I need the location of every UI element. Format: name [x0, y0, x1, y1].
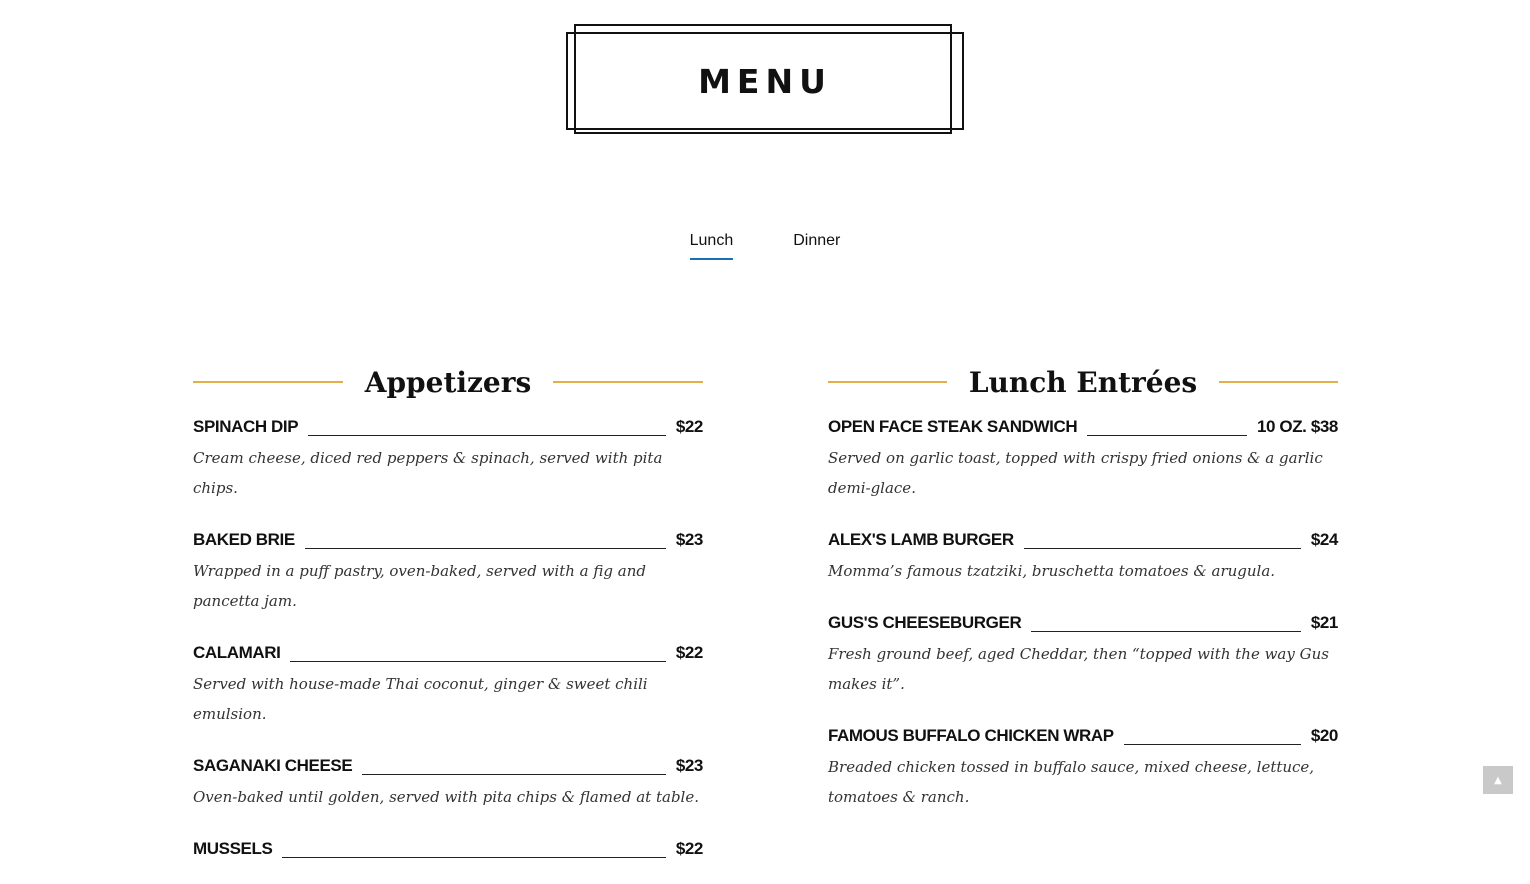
leader-line	[305, 547, 666, 549]
leader-line	[1124, 743, 1301, 745]
item-row	[828, 527, 1338, 551]
menu-item-open-face-steak-sandwich	[828, 414, 1338, 503]
item-description: Cream cheese, diced red peppers & spinach, served with pita chips.	[193, 449, 663, 497]
item-price: $22	[675, 839, 703, 858]
leader-line	[290, 660, 665, 662]
leader-line	[1024, 547, 1301, 549]
item-description: Oven-baked until golden, served with pita chips & flamed at table.	[193, 788, 699, 806]
menu-item-saganaki-cheese	[193, 753, 703, 812]
menu-item-alexs-lamb-burger	[828, 527, 1338, 586]
item-row	[193, 527, 703, 551]
item-row	[193, 640, 703, 664]
menu-item-mussels	[193, 836, 703, 860]
item-name: MUSSELS	[193, 839, 273, 858]
scroll-to-top-button[interactable]	[1483, 766, 1513, 794]
heading-rule-left	[193, 381, 343, 383]
item-description: Fresh ground beef, aged Cheddar, then “topped with the way Gus makes it”.	[828, 645, 1329, 693]
item-name: SAGANAKI CHEESE	[193, 756, 353, 775]
item-price: $24	[1310, 530, 1338, 549]
item-name: BAKED BRIE	[193, 530, 295, 549]
item-name: OPEN FACE STEAK SANDWICH	[828, 417, 1078, 436]
item-price: 10 OZ. $38	[1256, 417, 1338, 436]
menu-item-baked-brie	[193, 527, 703, 616]
appetizers-section	[193, 362, 703, 884]
tab-dinner[interactable]: Dinner	[793, 232, 841, 249]
heading-rule-right	[1219, 381, 1338, 383]
leader-line	[282, 856, 665, 858]
item-name: SPINACH DIP	[193, 417, 299, 436]
chevron-up-icon: ▲	[1494, 774, 1502, 786]
item-description: Served with house-made Thai coconut, ginger & sweet chili emulsion.	[193, 675, 648, 723]
menu-tabs	[0, 232, 1530, 260]
item-description: Breaded chicken tossed in buffalo sauce, mixed cheese, lettuce, tomatoes & ranch.	[828, 758, 1315, 806]
menu-item-guss-cheeseburger	[828, 610, 1338, 699]
heading-rule-left	[828, 381, 947, 383]
item-description: Wrapped in a puff pastry, oven-baked, served with a fig and pancetta jam.	[193, 562, 646, 610]
item-name: GUS'S CHEESEBURGER	[828, 613, 1022, 632]
item-name: CALAMARI	[193, 643, 281, 662]
appetizers-heading	[193, 362, 703, 402]
item-name: FAMOUS BUFFALO CHICKEN WRAP	[828, 726, 1114, 745]
item-description: Momma’s famous tzatziki, bruschetta tomatoes & arugula.	[828, 562, 1276, 580]
section-title: Appetizers	[364, 365, 532, 399]
item-row	[828, 723, 1338, 747]
leader-line	[362, 773, 666, 775]
menu-item-famous-buffalo-chicken-wrap	[828, 723, 1338, 812]
item-row	[193, 414, 703, 438]
item-row	[828, 414, 1338, 438]
item-description: Served on garlic toast, topped with crispy fried onions & a garlic demi-glace.	[828, 449, 1323, 497]
leader-line	[1087, 434, 1247, 436]
menu-title: MENU	[698, 61, 832, 101]
menu-item-calamari	[193, 640, 703, 729]
item-name: ALEX'S LAMB BURGER	[828, 530, 1014, 549]
item-price: $22	[675, 643, 703, 662]
item-price: $23	[675, 530, 703, 549]
section-title: Lunch Entrées	[968, 365, 1198, 399]
lunch-entrees-heading	[828, 362, 1338, 402]
item-price: $22	[675, 417, 703, 436]
leader-line	[1031, 630, 1301, 632]
item-price: $20	[1310, 726, 1338, 745]
item-price: $21	[1310, 613, 1338, 632]
leader-line	[308, 434, 666, 436]
heading-rule-right	[553, 381, 703, 383]
menu-item-spinach-dip	[193, 414, 703, 503]
lunch-entrees-section	[828, 362, 1338, 836]
item-price: $23	[675, 756, 703, 775]
item-row	[193, 753, 703, 777]
item-row	[193, 836, 703, 860]
item-row	[828, 610, 1338, 634]
tab-lunch[interactable]: Lunch	[690, 232, 734, 260]
